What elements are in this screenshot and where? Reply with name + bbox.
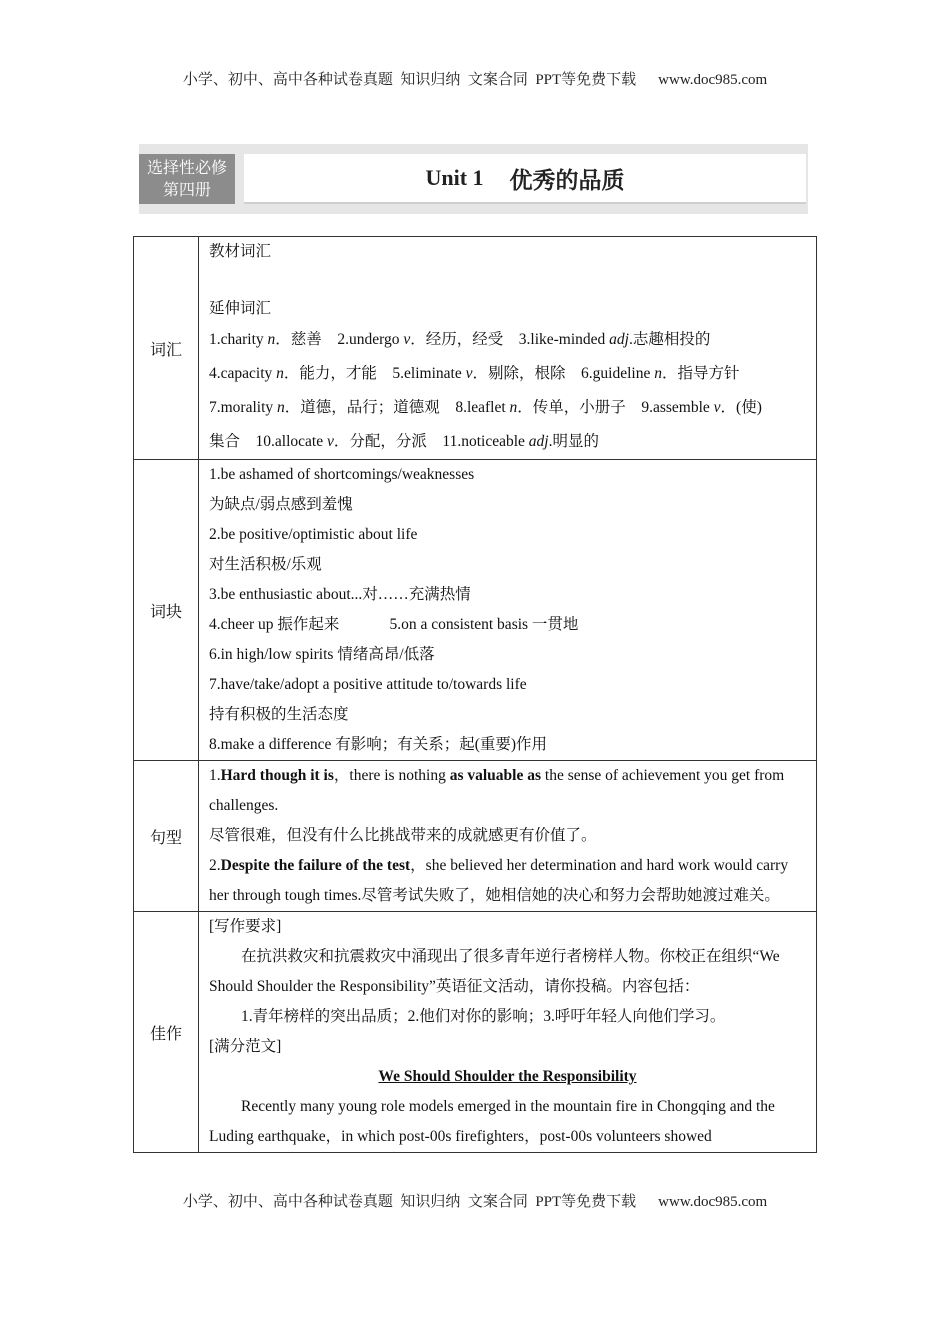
book-tag xyxy=(139,154,235,204)
unit-title: 优秀的品质 xyxy=(509,166,625,194)
header-text: 小学、初中、高中各种试卷真题 知识归纳 文案合同 PPT等免费下载 xyxy=(182,72,637,88)
book-tag-line1: 选择性必修 xyxy=(146,158,227,177)
sentences-cell xyxy=(199,761,817,912)
study-table xyxy=(133,236,817,1153)
model-essay-label: [满分范文] xyxy=(209,1038,282,1055)
writing-cell xyxy=(199,912,817,1153)
sentence-2: 2.Despite the failure of the test，she believed her determination and hard work would carry her through tough times.尽管考试失败了，她相信她的决心和努力会帮助她渡过难关。 xyxy=(209,857,789,904)
unit-title-box xyxy=(244,154,806,204)
writing-requirement-label: [写作要求] xyxy=(209,918,282,935)
sentences-row xyxy=(134,761,817,912)
textbook-vocab-heading: 教材词汇 xyxy=(209,243,272,260)
essay-title: We Should Shoulder the Responsibility xyxy=(378,1068,637,1085)
chunk-line: 6.in high/low spirits 情绪高昂/低落 xyxy=(209,646,435,663)
chunk-line: 持有积极的生活态度 xyxy=(209,706,349,723)
vocab-line-2: 4.capacity n．能力，才能 5.eliminate v．剔除，根除 6.guideline n．指导方针 xyxy=(209,365,740,382)
chunks-row xyxy=(134,460,817,761)
vocab-line-3: 7.morality n．道德，品行；道德观 8.leaflet n．传单，小册子 9.assemble v．(使) xyxy=(209,399,762,416)
unit-banner xyxy=(139,144,808,214)
chunks-cell xyxy=(199,460,817,761)
chunk-line: 8.make a difference 有影响；有关系；起(重要)作用 xyxy=(209,736,548,753)
sentences-label: 句型 xyxy=(134,761,199,912)
sentence-1-translation: 尽管很难，但没有什么比挑战带来的成就感更有价值了。 xyxy=(209,827,597,844)
chunk-line: 对生活积极/乐观 xyxy=(209,556,322,573)
page-header xyxy=(0,68,950,89)
header-url[interactable]: www.doc985.com xyxy=(658,72,768,88)
vocab-line-1: 1.charity n．慈善 2.undergo v．经历，经受 3.like-minded adj.志趣相投的 xyxy=(209,331,711,348)
book-tag-line2: 第四册 xyxy=(162,180,211,199)
chunk-line: 1.be ashamed of shortcomings/weaknesses xyxy=(209,466,475,483)
sentence-1: 1.Hard though it is，there is nothing as valuable as the sense of achievement you get from challenges. xyxy=(209,767,785,814)
vocab-line-4: 集合 10.allocate v．分配，分派 11.noticeable adj.明显的 xyxy=(209,433,599,450)
chunk-line: 2.be positive/optimistic about life xyxy=(209,526,418,543)
vocab-cell xyxy=(199,237,817,460)
chunk-line: 3.be enthusiastic about...对……充满热情 xyxy=(209,586,471,603)
writing-row xyxy=(134,912,817,1153)
extended-vocab-heading: 延伸词汇 xyxy=(209,300,272,317)
chunk-line: 7.have/take/adopt a positive attitude to/towards life xyxy=(209,676,527,693)
writing-label: 佳作 xyxy=(134,912,199,1153)
footer-text: 小学、初中、高中各种试卷真题 知识归纳 文案合同 PPT等免费下载 xyxy=(182,1194,637,1210)
vocab-row xyxy=(134,237,817,460)
writing-requirement-points: 1.青年榜样的突出品质；2.他们对你的影响；3.呼吁年轻人向他们学习。 xyxy=(241,1008,726,1025)
unit-number: Unit 1 xyxy=(425,165,484,190)
footer-url[interactable]: www.doc985.com xyxy=(658,1194,768,1210)
page-footer xyxy=(0,1190,950,1211)
vocab-label: 词汇 xyxy=(134,237,199,460)
essay-paragraph: Recently many young role models emerged in the mountain fire in Chongqing and the Luding earthquake，in which post-00s firefighters，post-00s volunteers showed xyxy=(209,1098,775,1145)
chunks-label: 词块 xyxy=(134,460,199,761)
writing-requirement-text: 在抗洪救灾和抗震救灾中涌现出了很多青年逆行者榜样人物。你校正在组织“We Should Shoulder the Responsibility”英语征文活动，请你投稿。内容包括： xyxy=(209,948,780,995)
chunk-line: 为缺点/弱点感到羞愧 xyxy=(209,496,353,513)
chunk-line: 4.cheer up 振作起来 5.on a consistent basis 一贯地 xyxy=(209,616,579,633)
